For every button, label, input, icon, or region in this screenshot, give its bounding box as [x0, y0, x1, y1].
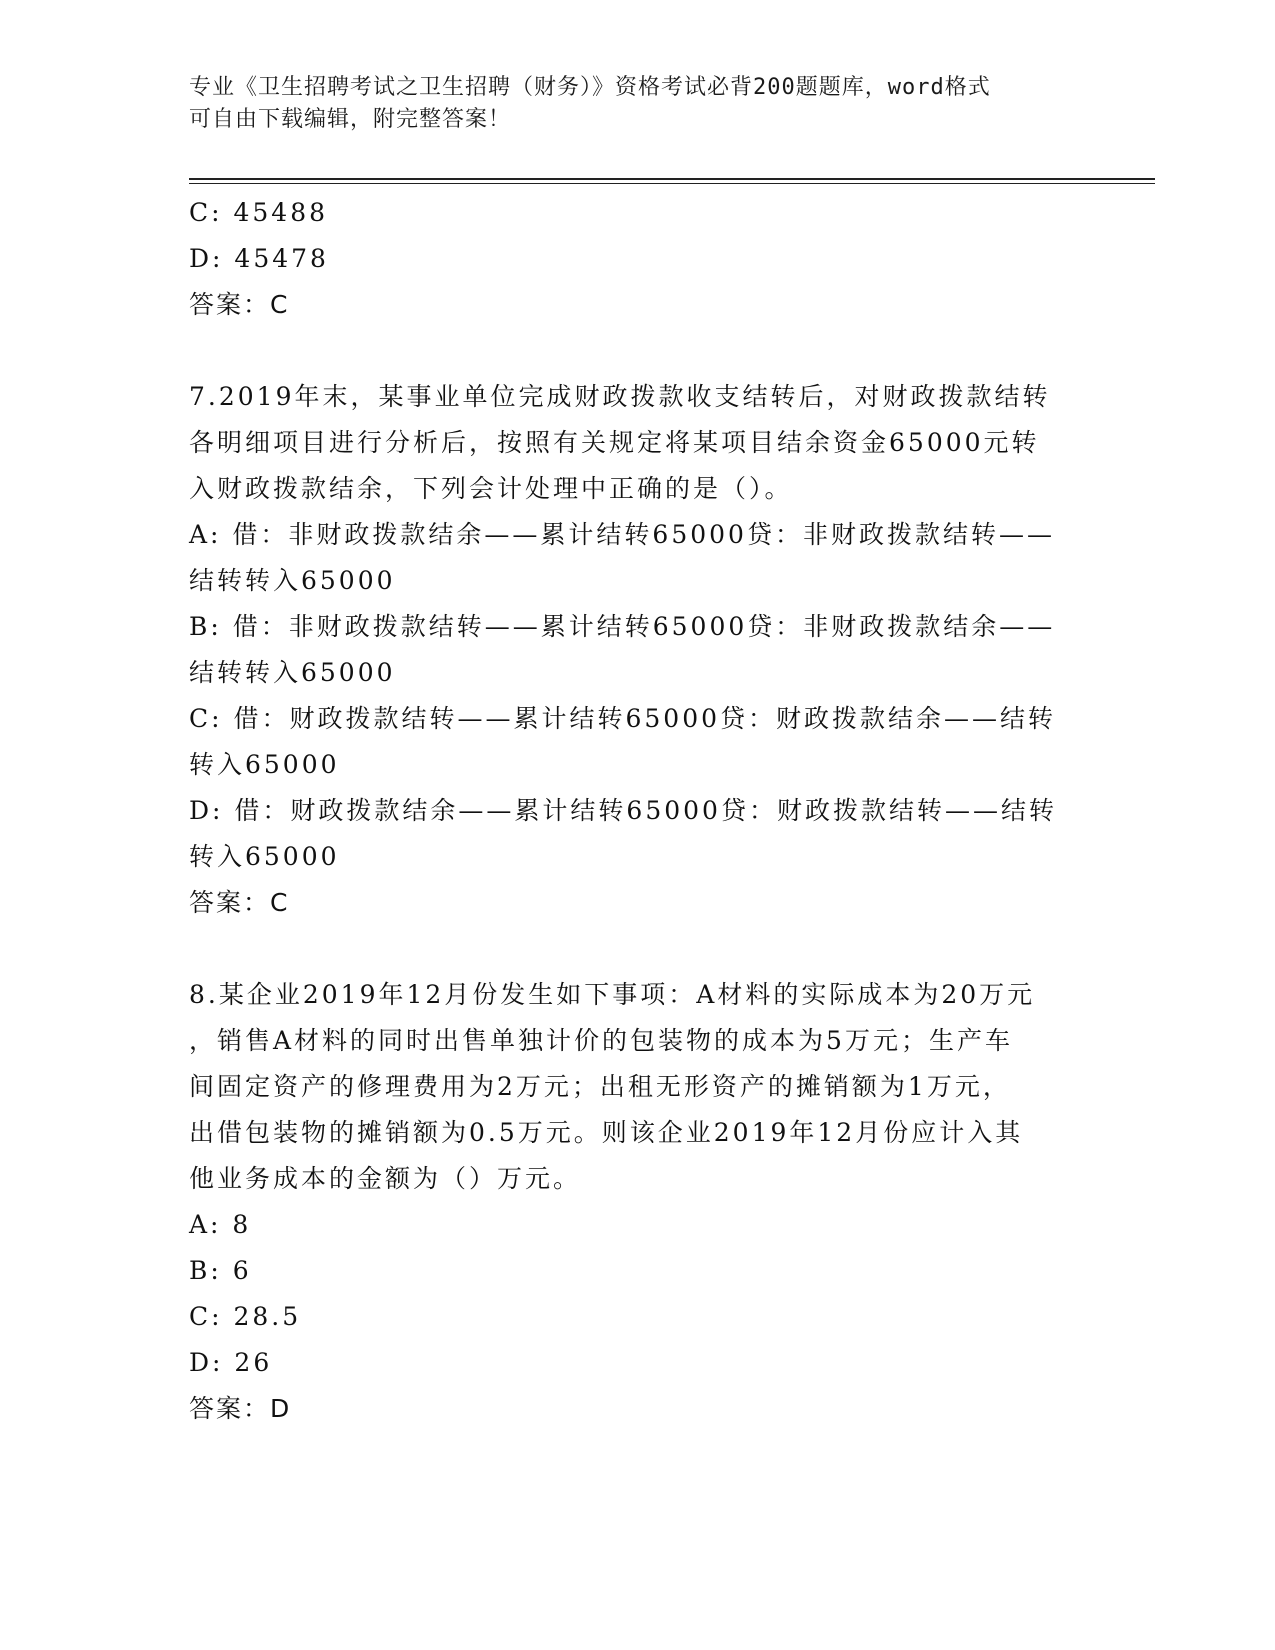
question-stem-line: 各明细项目进行分析后，按照有关规定将某项目结余资金65000元转	[189, 428, 1040, 457]
question-stem-line: 他业务成本的金额为（）万元。	[189, 1164, 582, 1193]
option-d: D: 借：财政拨款结余——累计结转65000贷：财政拨款结转——结转	[189, 796, 1057, 825]
question-7	[189, 374, 1089, 926]
option-c: C: 45488	[189, 198, 329, 227]
question-8	[189, 972, 1089, 1432]
document-header	[189, 72, 1089, 136]
option-d: D: 45478	[189, 244, 329, 273]
option-b: B: 6	[189, 1256, 252, 1285]
option-d-continued: 转入65000	[189, 842, 340, 871]
question-stem-line: 出借包装物的摊销额为0.5万元。则该企业2019年12月份应计入其	[189, 1118, 1024, 1147]
question-content	[189, 190, 1089, 1432]
question-stem-line: ，销售A材料的同时出售单独计价的包装物的成本为5万元；生产车	[189, 1026, 1013, 1055]
option-a-continued: 结转转入65000	[189, 566, 396, 595]
option-c-continued: 转入65000	[189, 750, 340, 779]
option-a: A: 借：非财政拨款结余——累计结转65000贷：非财政拨款结转——	[189, 520, 1055, 549]
option-c: C: 28.5	[189, 1302, 302, 1331]
spacer	[189, 328, 1089, 374]
answer-line: 答案：D	[189, 1394, 292, 1423]
question-stem-line: 入财政拨款结余，下列会计处理中正确的是（）。	[189, 474, 793, 503]
header-divider-thick	[189, 178, 1155, 180]
option-a: A: 8	[189, 1210, 252, 1239]
option-b-continued: 结转转入65000	[189, 658, 396, 687]
answer-line: 答案：C	[189, 290, 290, 319]
option-b: B: 借：非财政拨款结转——累计结转65000贷：非财政拨款结余——	[189, 612, 1056, 641]
question-stem-line: 间固定资产的修理费用为2万元；出租无形资产的摊销额为1万元，	[189, 1072, 1011, 1101]
header-line-2: 可自由下载编辑，附完整答案！	[189, 107, 512, 132]
option-c: C: 借：财政拨款结转——累计结转65000贷：财政拨款结余——结转	[189, 704, 1057, 733]
option-d: D: 26	[189, 1348, 273, 1377]
question-stem-line: 7.2019年末，某事业单位完成财政拨款收支结转后，对财政拨款结转	[189, 382, 1051, 411]
spacer	[189, 926, 1089, 972]
previous-question	[189, 190, 1089, 328]
header-divider-thin	[189, 183, 1155, 184]
header-line-1: 专业《卫生招聘考试之卫生招聘（财务）》资格考试必背200题题库，word格式	[189, 75, 991, 100]
question-stem-line: 8.某企业2019年12月份发生如下事项：A材料的实际成本为20万元	[189, 980, 1036, 1009]
answer-line: 答案：C	[189, 888, 290, 917]
